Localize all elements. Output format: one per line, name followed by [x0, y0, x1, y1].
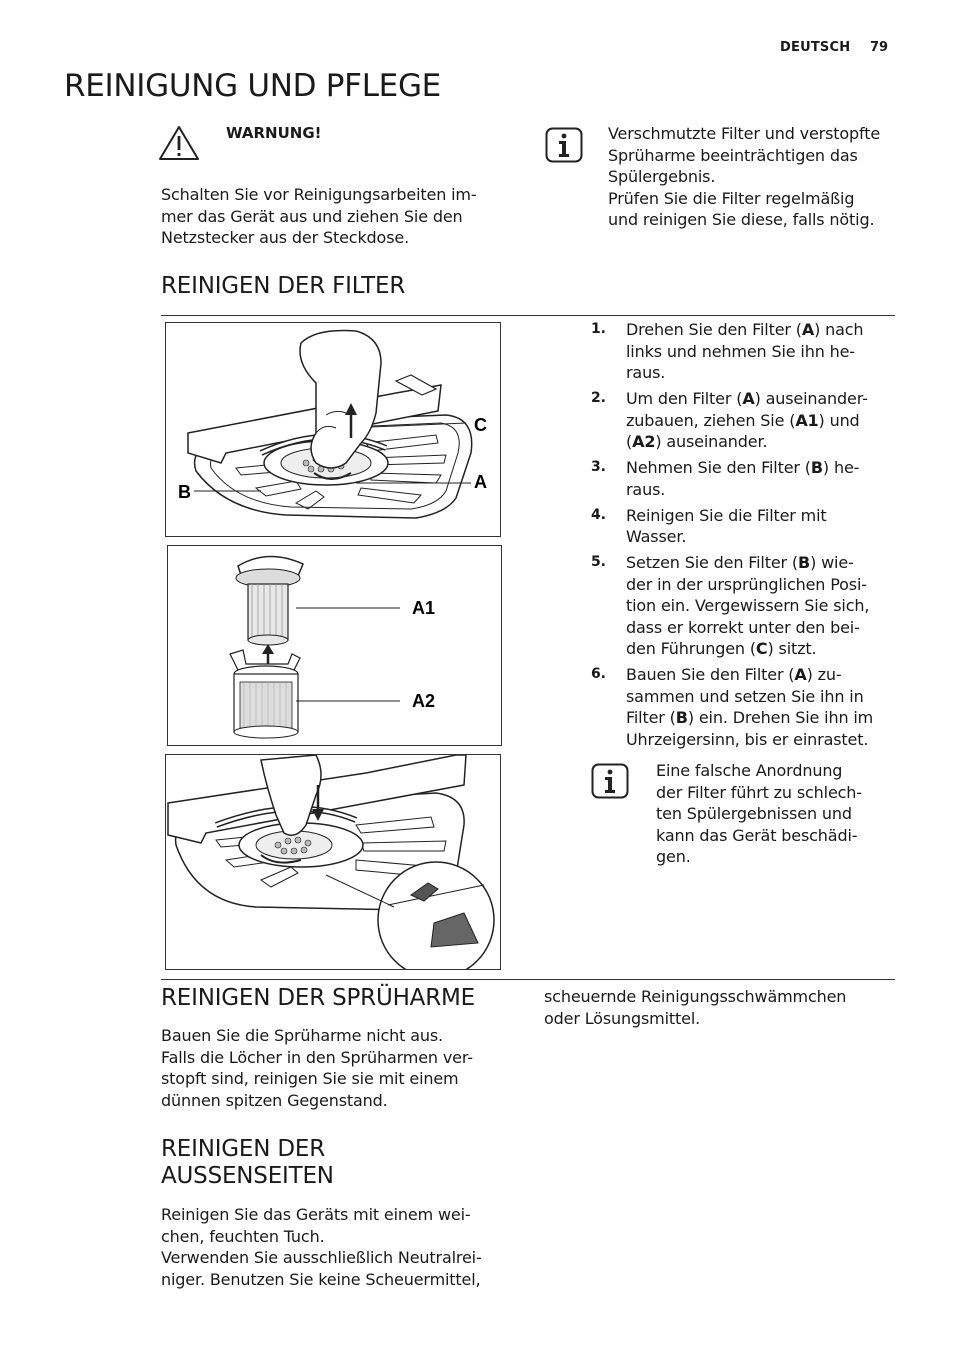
header-language: DEUTSCH [780, 40, 851, 55]
page-number: 79 [870, 40, 889, 55]
filter-info-note: Eine falsche Anordnung der Filter führt zu schlech- ten Spülergebnissen und kann das Gerät beschädi- gen. [656, 761, 862, 866]
filter-section-heading: REINIGEN DER FILTER [161, 273, 406, 299]
warning-label: WARNUNG! [226, 124, 322, 142]
info-top-text: Verschmutzte Filter und verstopfte Sprüharme beeinträchtigen das Spülergebnis. Prüfen Sie die Filter regelmäßig und reinigen Sie diese, falls nötig. [608, 124, 881, 229]
figure-filter-disassembly [167, 545, 502, 746]
filter-steps [591, 319, 891, 755]
list-item: 1. Drehen Sie den Filter (A) nach links und nehmen Sie ihn he- raus. [591, 320, 864, 382]
list-item: 4. Reinigen Sie die Filter mit Wasser. [591, 505, 827, 546]
exterior-section-heading: REINIGEN DER AUSSENSEITEN [161, 1136, 334, 1189]
label-c: C [474, 415, 487, 435]
spray-section-heading: REINIGEN DER SPRÜHARME [161, 985, 475, 1011]
exterior-section-text-continued: scheuernde Reinigungsschwämmchen oder Lösungsmittel. [544, 987, 847, 1028]
label-a: A [474, 472, 487, 492]
label-b: B [178, 482, 191, 502]
page-title: REINIGUNG UND PFLEGE [64, 68, 441, 104]
exterior-section-text: Reinigen Sie das Geräts mit einem wei- chen, feuchten Tuch. Verwenden Sie ausschließlich Neutralrei- niger. Benutzen Sie keine Scheuermittel, [161, 1205, 482, 1289]
list-item: 6. Bauen Sie den Filter (A) zu- sammen und setzen Sie ihn in Filter (B) ein. Drehen Sie ihn im Uhrzeigersinn, bis er einrastet. [591, 665, 874, 749]
spray-section-text: Bauen Sie die Sprüharme nicht aus. Falls die Löcher in den Sprüharmen ver- stopft sind, reinigen Sie sie mit einem dünnen spitzen Gegenstand. [161, 1026, 473, 1110]
label-a2: A2 [412, 691, 436, 711]
label-a1: A1 [412, 598, 436, 618]
divider [161, 315, 895, 316]
list-item: 5. Setzen Sie den Filter (B) wie- der in der ursprünglichen Posi- tion ein. Vergewissern Sie sich, dass er korrekt unter den bei- den Führungen (C) sitzt. [591, 553, 870, 658]
divider [161, 979, 895, 980]
list-item: 3. Nehmen Sie den Filter (B) he- raus. [591, 458, 860, 499]
warning-triangle-icon [158, 124, 200, 162]
info-icon [591, 763, 629, 799]
figure-filter-removal [165, 322, 501, 537]
figure-filter-installation [165, 754, 501, 970]
list-item: 2. Um den Filter (A) auseinander- zubauen, ziehen Sie (A1) und (A2) auseinander. [591, 389, 868, 451]
info-icon [545, 127, 583, 163]
warning-text: Schalten Sie vor Reinigungsarbeiten im- mer das Gerät aus und ziehen Sie den Netzstecker aus der Steckdose. [161, 185, 477, 247]
